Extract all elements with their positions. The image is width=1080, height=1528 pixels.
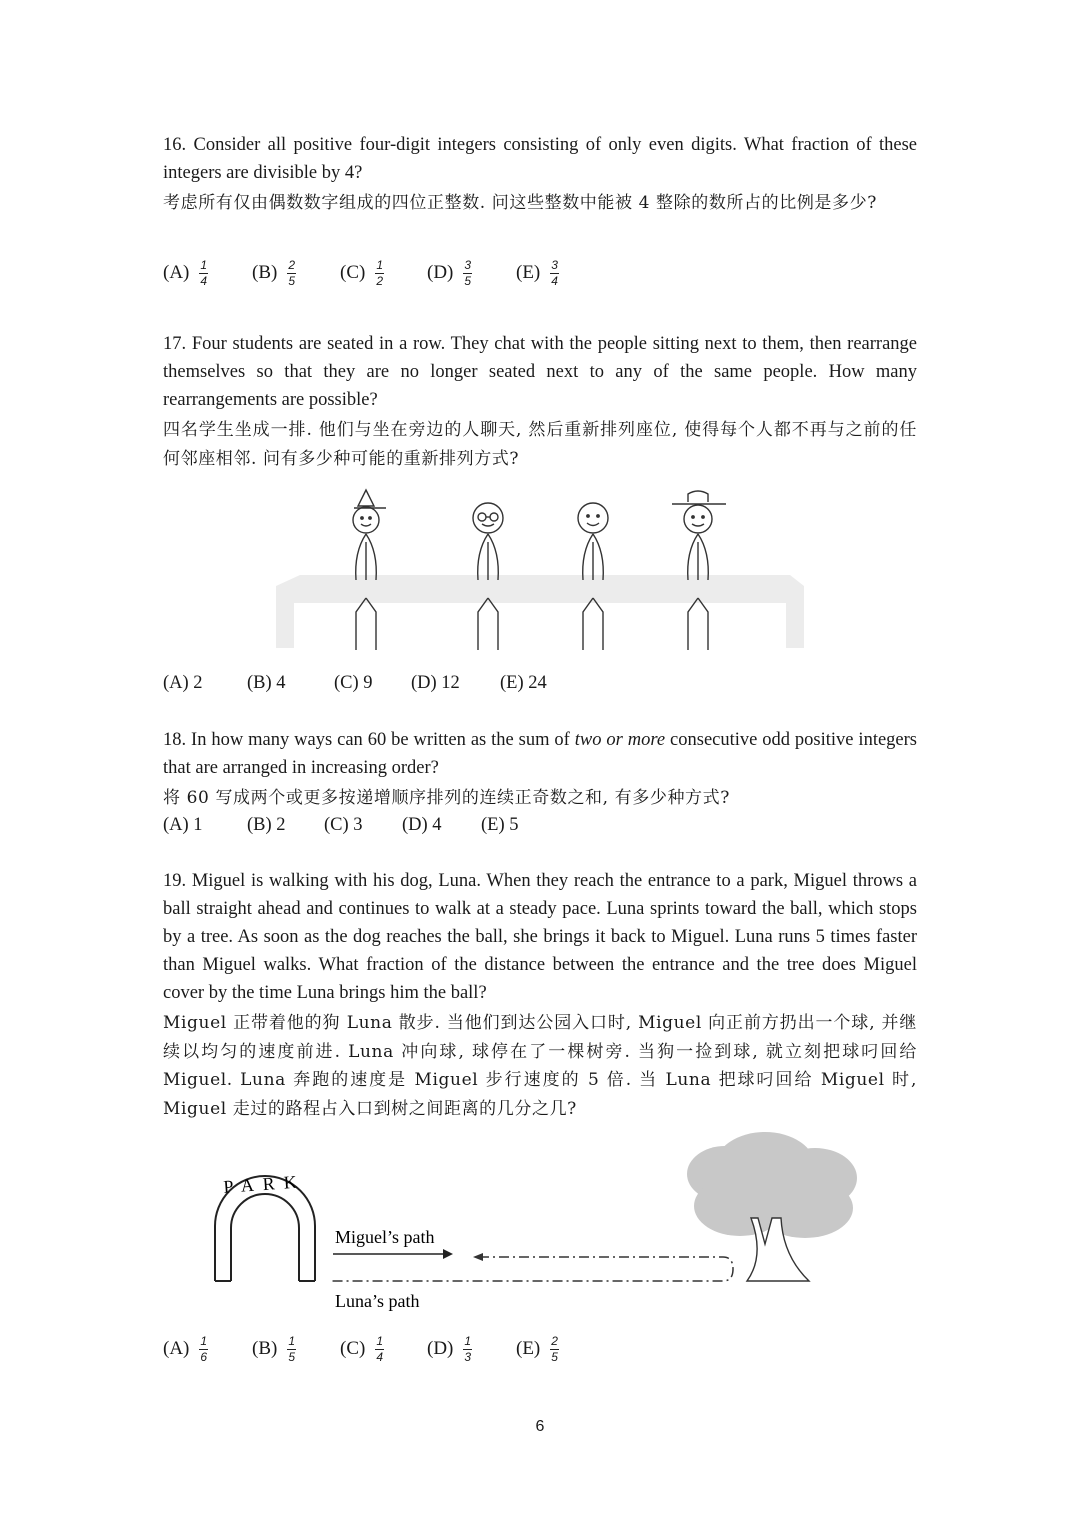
students-bench-illustration [270, 482, 810, 654]
denominator: 5 [288, 1349, 296, 1364]
option-b[interactable]: (B) 2 [247, 815, 286, 835]
numerator: 3 [551, 257, 558, 272]
denominator: 5 [551, 1349, 558, 1364]
tree-icon [687, 1132, 857, 1281]
option-label: (B) [252, 1338, 278, 1359]
option-b[interactable] [252, 253, 296, 293]
numerator: 1 [200, 1333, 208, 1348]
option-e[interactable]: (E) 24 [500, 673, 547, 693]
option-a[interactable]: (A) 1 [163, 815, 203, 835]
option-d[interactable] [427, 253, 472, 293]
option-d[interactable] [427, 1329, 472, 1369]
question-17-chinese: 四名学生坐成一排. 他们与坐在旁边的人聊天, 然后重新排列座位, 使得每个人都不再与之前的任何邻座相邻. 问有多少种可能的重新排列方式? [163, 420, 917, 469]
question-17-english: 17. Four students are seated in a row. They chat with the people sitting next to them, then rearrange themselves so that they are no longer seated next to any of the same people. How many rearrangements are possible? [163, 334, 917, 410]
option-e[interactable] [516, 253, 559, 293]
question-18 [163, 726, 917, 813]
question-18-text-after: consecutive odd positive integers that are arranged in increasing order? [163, 730, 917, 778]
option-c[interactable]: (C) 9 [334, 673, 373, 693]
option-d[interactable]: (D) 12 [411, 673, 460, 693]
student-4-figure [672, 491, 726, 650]
miguel-path-label: Miguel’s path [335, 1227, 435, 1247]
denominator: 5 [464, 273, 472, 288]
numerator: 1 [376, 257, 384, 272]
student-3-figure [578, 503, 608, 650]
student-1-figure [353, 490, 386, 650]
option-a[interactable] [163, 253, 208, 293]
option-b[interactable]: (B) 4 [247, 673, 286, 693]
bench [276, 575, 804, 648]
fraction [375, 1335, 384, 1364]
fraction [199, 259, 208, 288]
option-label: (A) [163, 262, 190, 283]
fraction [463, 259, 472, 288]
option-c[interactable] [340, 1329, 384, 1369]
numerator: 2 [288, 257, 296, 272]
option-label: (A) [163, 1338, 190, 1359]
numerator: 2 [551, 1333, 558, 1348]
option-d[interactable]: (D) 4 [402, 815, 442, 835]
numerator: 1 [200, 257, 208, 272]
option-label: (B) [252, 262, 278, 283]
numerator: 1 [288, 1333, 296, 1348]
denominator: 2 [376, 273, 384, 288]
option-e[interactable] [516, 1329, 559, 1369]
option-c[interactable]: (C) 3 [324, 815, 363, 835]
question-16-chinese: 考虑所有仅由偶数数字组成的四位正整数. 问这些整数中能被 4 整除的数所占的比例是多少? [163, 193, 877, 213]
option-label: (E) [516, 1338, 541, 1359]
denominator: 4 [200, 273, 208, 288]
page-number: 6 [535, 1418, 545, 1435]
question-19 [163, 867, 917, 1123]
option-label: (C) [340, 1338, 366, 1359]
fraction [287, 259, 296, 288]
option-label: (C) [340, 262, 366, 283]
luna-path-label: Luna’s path [335, 1291, 420, 1311]
arrow-head-icon [443, 1249, 453, 1259]
fraction [463, 1335, 472, 1364]
question-18-text-before: 18. In how many ways can 60 be written as the sum of [163, 730, 575, 750]
option-b[interactable] [252, 1329, 296, 1369]
fraction [550, 1335, 559, 1364]
fraction [287, 1335, 296, 1364]
option-label: (D) [427, 262, 454, 283]
denominator: 5 [288, 273, 296, 288]
question-18-english [163, 726, 917, 782]
question-17 [163, 330, 917, 473]
fraction [199, 1335, 208, 1364]
fraction [375, 259, 384, 288]
option-a[interactable]: (A) 2 [163, 673, 203, 693]
numerator: 1 [464, 1333, 472, 1348]
park-label: PARK [222, 1171, 307, 1197]
option-label: (E) [516, 262, 541, 283]
option-c[interactable] [340, 253, 384, 293]
fraction [550, 259, 559, 288]
question-18-emphasis: two or more [574, 730, 666, 750]
denominator: 4 [376, 1349, 384, 1364]
park-tree-diagram [205, 1126, 865, 1322]
numerator: 1 [376, 1333, 384, 1348]
option-label: (D) [427, 1338, 454, 1359]
denominator: 6 [200, 1349, 208, 1364]
option-a[interactable] [163, 1329, 208, 1369]
denominator: 4 [551, 273, 558, 288]
student-2-figure [473, 503, 503, 650]
question-19-chinese: Miguel 正带着他的狗 Luna 散步. 当他们到达公园入口时, Miguel 向正前方扔出一个球, 并继续以均匀的速度前进. Luna 冲向球, 球停在了一棵树旁. 当狗一捡到球, 就立刻把球叼回给 Miguel. Luna 奔跑的速度是 Miguel 步行速度的 5 倍. 当 Luna 把球叼回给 Miguel 时, Miguel 走过的路程占入口到树之间距离的几分之几? [163, 1013, 917, 1119]
denominator: 3 [464, 1349, 472, 1364]
luna-arrow-head-icon [473, 1253, 483, 1261]
numerator: 3 [464, 257, 472, 272]
question-19-english: 19. Miguel is walking with his dog, Luna. When they reach the entrance to a park, Miguel throws a ball straight ahead and continues to walk at a steady pace. Luna sprints toward the ball, which stops by a tree. As soon as the dog reaches the ball, she brings it back to Miguel. Luna runs 5 times faster than Miguel walks. What fraction of the distance between the entrance and the tree does Miguel cover by the time Luna brings him the ball? [163, 871, 917, 1003]
question-16-english: 16. Consider all positive four-digit integers consisting of only even digits. What fraction of these integers are divisible by 4? [163, 135, 917, 183]
luna-path-line [329, 1257, 733, 1281]
question-18-chinese: 将 60 写成两个或更多按递增顺序排列的连续正奇数之和, 有多少种方式? [163, 788, 730, 808]
option-e[interactable]: (E) 5 [481, 815, 519, 835]
question-16 [163, 131, 917, 218]
